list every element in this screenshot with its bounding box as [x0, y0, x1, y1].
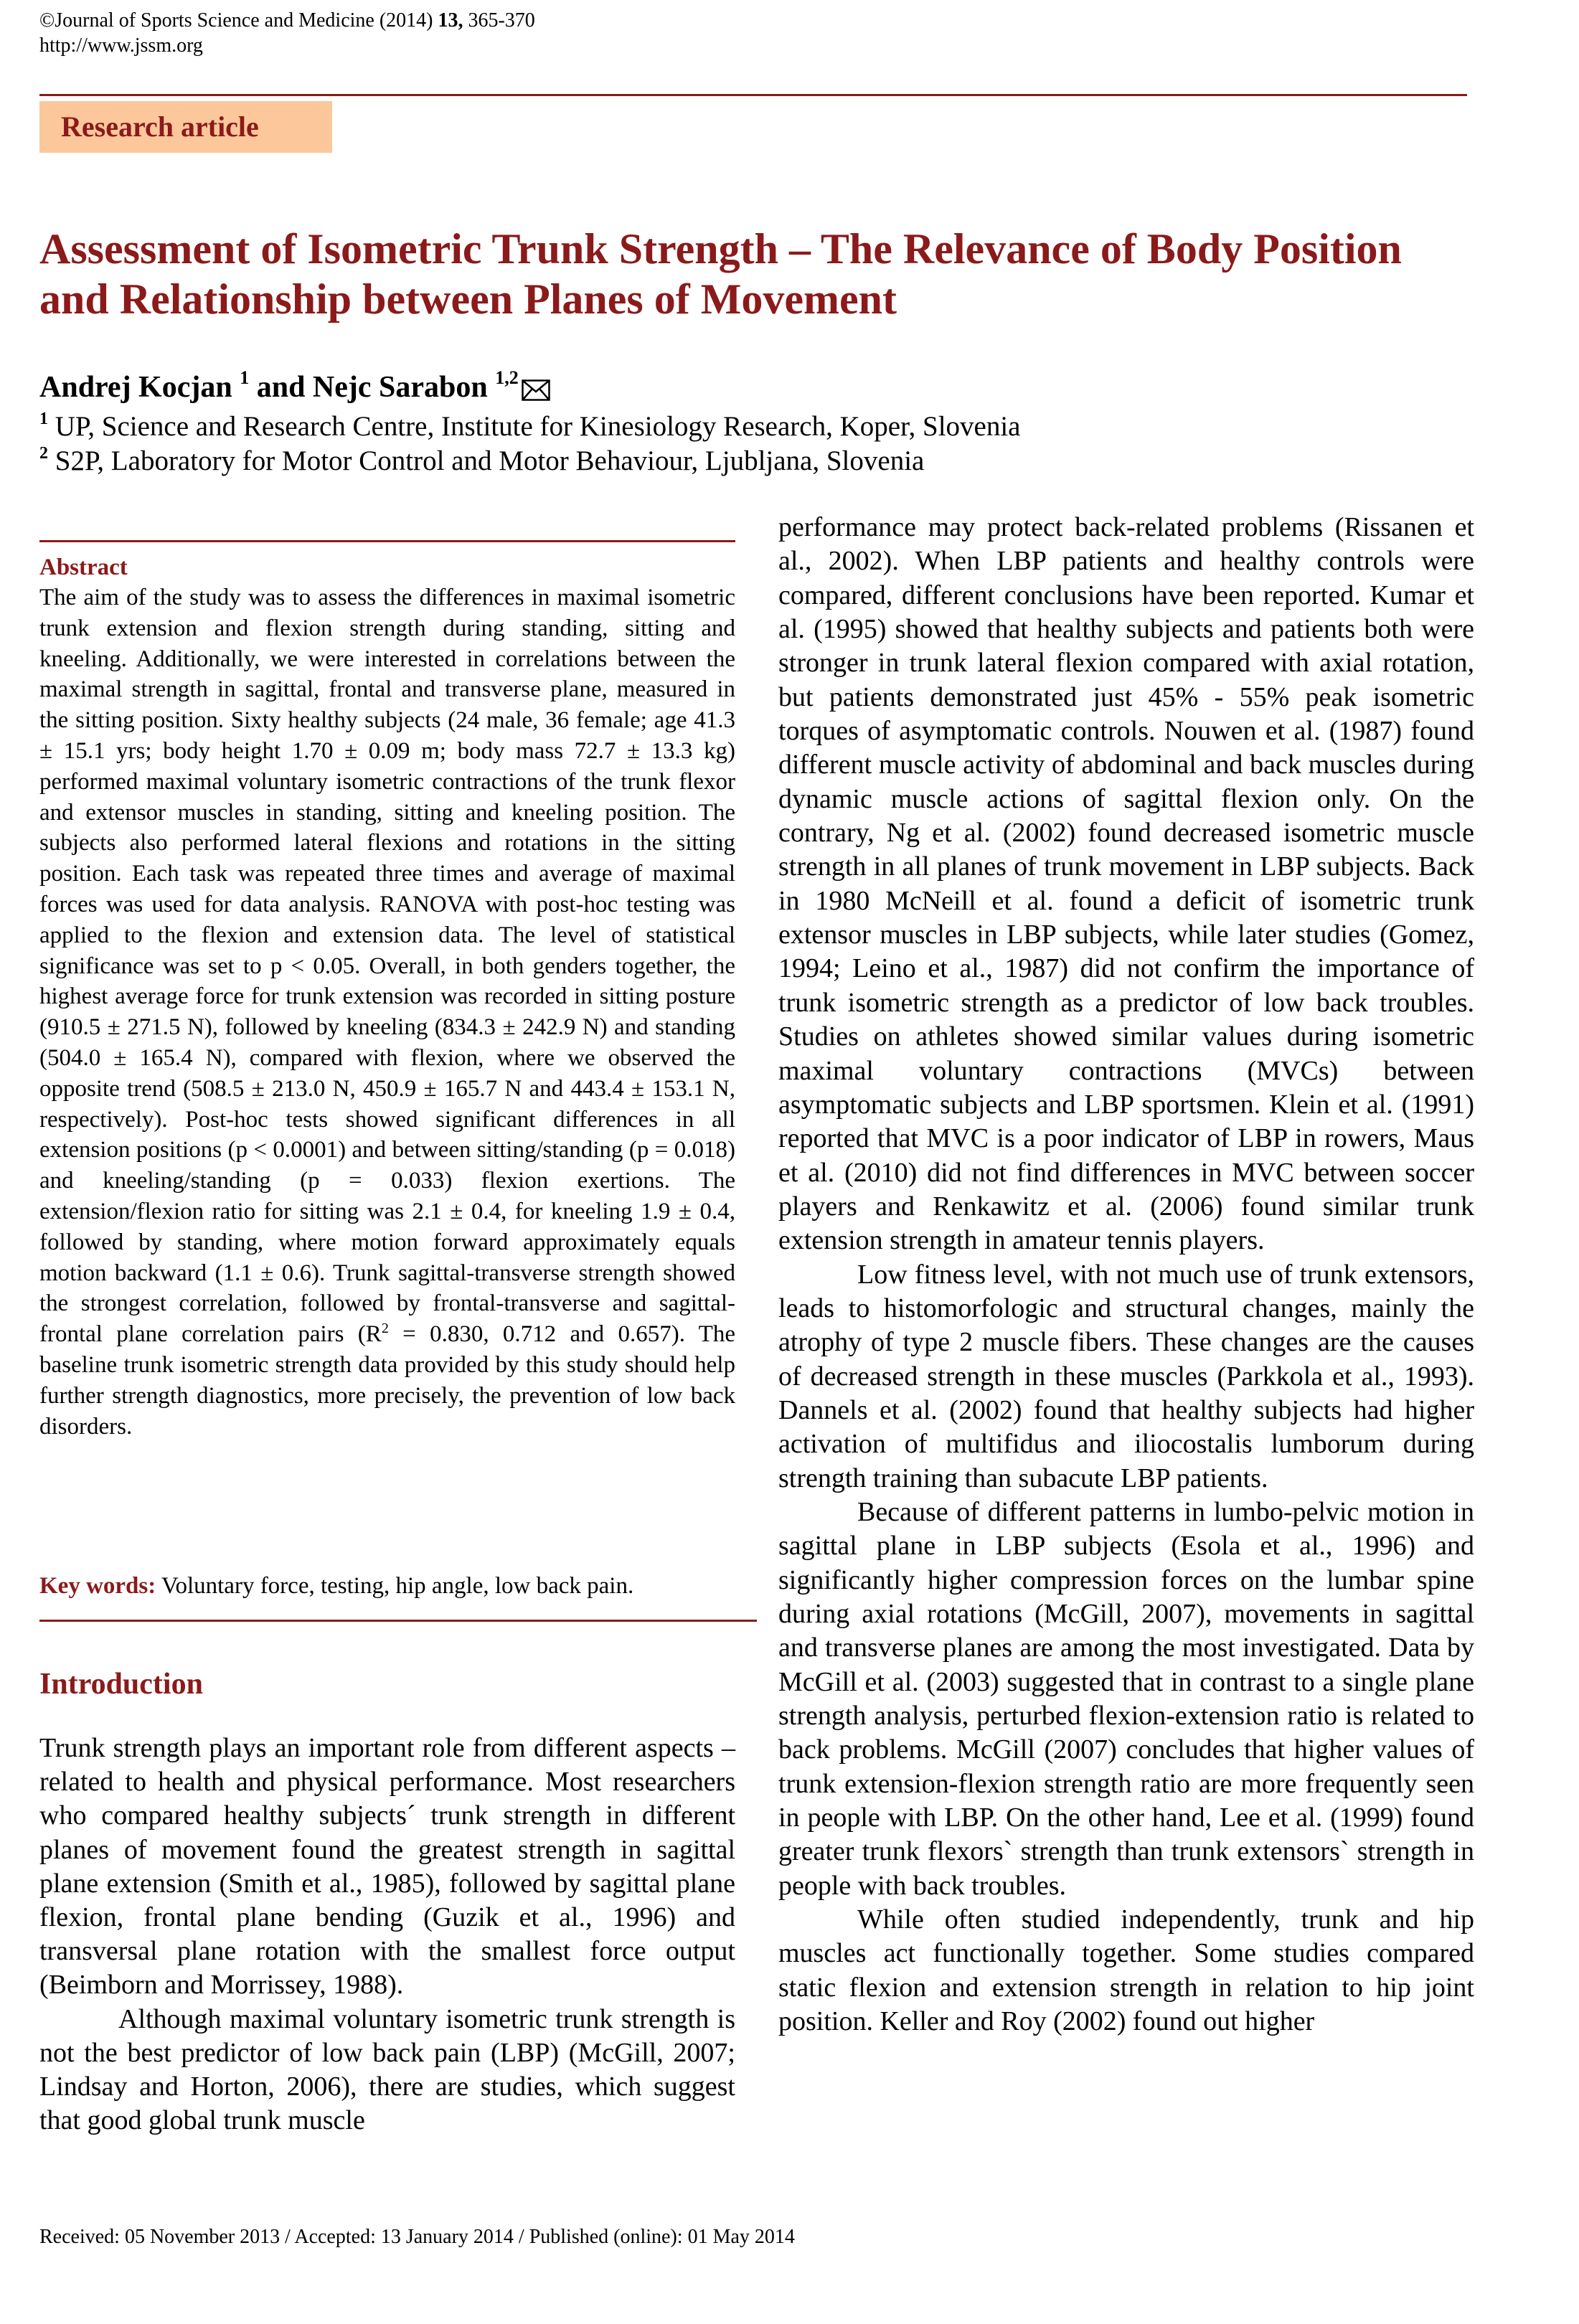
paragraph: Although maximal voluntary isometric trunk strength is not the best predictor of low back pain (LBP) (McGill, 2007; Lindsay and Horton, 2006), there are studies, which suggest that good global trunk muscle	[39, 2003, 735, 2136]
article-title: Assessment of Isometric Trunk Strength – The Relevance of Body Position and Relationship between Planes of Movement	[39, 225, 1402, 323]
abstract-top-divider	[39, 540, 735, 542]
paragraph: Trunk strength plays an important role from different aspects – related to health and physical performance. Most researchers who compared healthy subjects´ trunk strength in different planes of movement found the greatest strength in sagittal plane extension (Smith et al., 1985), followed by sagittal plane flexion, frontal plane bending (Guzik et al., 1996) and transversal plane rotation with the smallest force output (Beimborn and Morrissey, 1988).	[39, 1733, 735, 2001]
keywords-divider	[39, 1620, 757, 1622]
journal-url[interactable]: http://www.jssm.org	[39, 34, 203, 57]
publication-dates: Received: 05 November 2013 / Accepted: 13 January 2014 / Published (online): 01 May 2014	[39, 2226, 795, 2248]
affiliation-1: $^1$ UP, Science and Research Centre, Institute for Kinesiology Research, Koper, Slovenia	[39, 410, 1021, 442]
right-column-text	[778, 511, 1474, 2039]
affiliation-2: $^2$ S2P, Laboratory for Motor Control and Motor Behaviour, Ljubljana, Slovenia	[39, 444, 925, 476]
abstract-heading: Abstract	[39, 554, 128, 580]
paragraph: While often studied independently, trunk and hip muscles act functionally together. Some studies compared static flexion and extension strength in relation to hip joint position. Keller and Roy (2002) found out higher	[778, 1904, 1474, 2037]
author-line: Andrej Kocjan $^1$ and Nejc Sarabon $^{1,2}$	[39, 367, 550, 412]
envelope-icon[interactable]	[522, 372, 550, 412]
abstract	[39, 552, 735, 1442]
introduction-text	[39, 1732, 735, 2138]
journal-citation: ©Journal of Sports Science and Medicine (2014) 13, 365-370	[39, 9, 535, 32]
paragraph: Because of different patterns in lumbo-pelvic motion in sagittal plane in LBP subjects (Esola et al., 1996) and significantly higher compression forces on the lumbar spine during axial rotations (McGill, 2007), movements in sagittal and transverse planes are among the most investigated. Data by McGill et al. (2003) suggested that in contrast to a single plane strength analysis, perturbed flexion-extension ratio is related to back problems. McGill (2007) concludes that higher values of trunk extension-flexion strength ratio are more frequently seen in people with LBP. On the other hand, Lee et al. (1999) found greater trunk flexors` strength than trunk extensors` strength in people with back troubles.	[778, 1496, 1474, 1901]
keywords: Key words: Voluntary force, testing, hip angle, low back pain.	[39, 1573, 634, 1599]
abstract-text: The aim of the study was to assess the differences in maximal isometric trunk extension and flexion strength during standing, sitting and kneeling. Additionally, we were interested in correlations between the maximal strength in sagittal, frontal and transverse plane, measured in the sitting position. Sixty healthy subjects (24 male, 36 female; age 41.3 ± 15.1 yrs; body height 1.70 ± 0.09 m; body mass 72.7 ± 13.3 kg) performed maximal voluntary isometric contractions of the trunk flexor and extensor muscles in standing, sitting and kneeling position. The subjects also performed lateral flexions and rotations in the sitting position. Each task was repeated three times and average of maximal forces was used for data analysis. RANOVA with post-hoc testing was applied to the flexion and extension data. The level of statistical significance was set to p < 0.05. Overall, in both genders together, the highest average force for trunk extension was recorded in sitting posture (910.5 ± 271.5 N), followed by kneeling (834.3 ± 242.9 N) and standing (504.0 ± 165.4 N), compared with flexion, where we observed the opposite trend (508.5 ± 213.0 N, 450.9 ± 165.7 N and 443.4 ± 153.1 N, respectively). Post-hoc tests showed significant differences in all extension positions (p < 0.0001) and between sitting/standing (p = 0.018) and kneeling/standing (p = 0.033) flexion exertions. The extension/flexion ratio for sitting was 2.1 ± 0.4, for kneeling 1.9 ± 0.4, followed by standing, where motion forward approximately equals motion backward (1.1 ± 0.6). Trunk sagittal-transverse strength showed the strongest correlation, followed by frontal-transverse and sagittal-frontal plane correlation pairs ($R^2 = 0.830$, 0.712 and 0.657). The baseline trunk isometric strength data provided by this study should help further strength diagnostics, more precisely, the prevention of low back disorders.	[39, 585, 735, 1440]
header-divider	[39, 94, 1467, 96]
paragraph: performance may protect back-related problems (Rissanen et al., 2002). When LBP patients and healthy controls were compared, different conclusions have been reported. Kumar et al. (1995) showed that healthy subjects and patients both were stronger in trunk lateral flexion compared with axial rotation, but patients demonstrated just 45% - 55% peak isometric torques of asymptomatic controls. Nouwen et al. (1987) found different muscle activity of abdominal and back muscles during dynamic muscle actions of sagittal flexion only. On the contrary, Ng et al. (2002) found decreased isometric muscle strength in all planes of trunk movement in LBP subjects. Back in 1980 McNeill et al. found a deficit of isometric trunk extensor muscles in LBP subjects, while later studies (Gomez, 1994; Leino et al., 1987) did not confirm the importance of trunk isometric strength as a predictor of low back troubles. Studies on athletes showed similar values during isometric maximal voluntary contractions (MVCs) between asymptomatic subjects and LBP sportsmen. Klein et al. (1991) reported that MVC is a poor indicator of LBP in rowers, Maus et al. (2010) did not find differences in MVC between soccer players and Renkawitz et al. (2006) found similar trunk extension strength in amateur tennis players.	[778, 512, 1474, 1256]
article-type-badge: Research article	[39, 101, 332, 153]
paragraph: Low fitness level, with not much use of trunk extensors, leads to histomorfologic and structural changes, mainly the atrophy of type 2 muscle fibers. These changes are the causes of decreased strength in these muscles (Parkkola et al., 1993). Dannels et al. (2002) found that healthy subjects had higher activation of multifidus and iliocostalis lumborum during strength training than subacute LBP patients.	[778, 1259, 1474, 1493]
section-heading-introduction: Introduction	[39, 1668, 203, 1701]
